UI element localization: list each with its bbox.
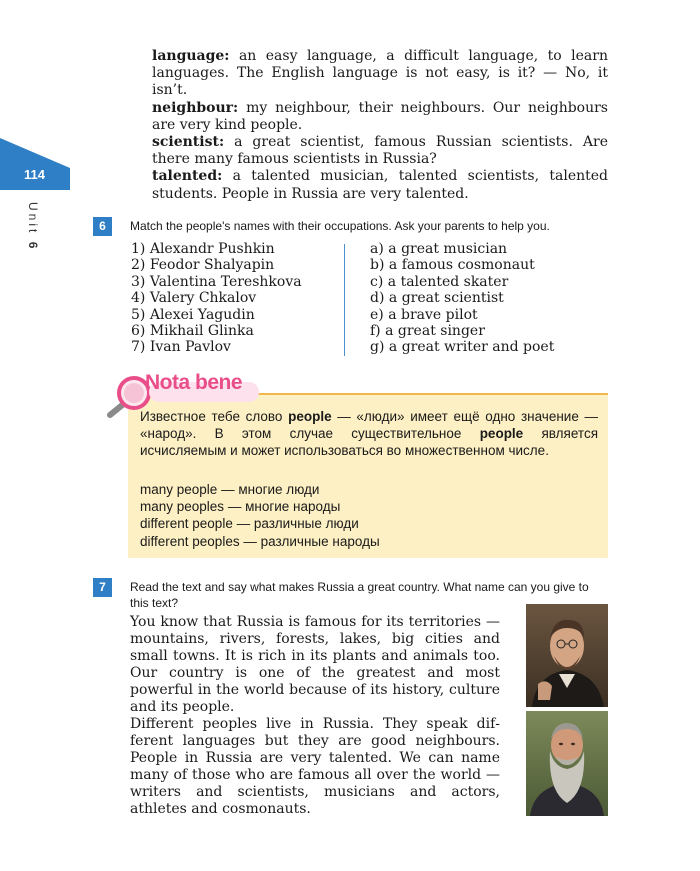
- vocab-entry: [152, 100, 608, 134]
- list-item: a) a great musician: [370, 241, 508, 257]
- exercise-7-instruction: Read the text and say what makes Russia a great country. What name can you give to this text?: [130, 580, 589, 610]
- list-item: c) a talented skater: [370, 273, 509, 290]
- exercise-6-badge: 6: [93, 217, 112, 236]
- list-item: e) a brave pilot: [370, 306, 478, 323]
- list-item: different people — различные люди: [140, 516, 359, 532]
- unit-label: [26, 202, 40, 251]
- vocab-text: a talented musician, talented scientists, talented students. People in Russia are very talented.: [152, 168, 608, 202]
- vocab-word: language:: [152, 48, 230, 64]
- list-item: many peoples — многие народы: [140, 499, 341, 515]
- list-item: d) a great scientist: [370, 290, 504, 307]
- list-item: 6) Mikhail Glinka: [131, 323, 254, 340]
- vocab-word: scientist:: [152, 134, 225, 151]
- vocab-word: neighbour:: [152, 99, 239, 116]
- list-item: 3) Valentina Tereshkova: [131, 273, 302, 290]
- exercise-6-instruction: Match the people's names with their occupations. Ask your parents to help you.: [130, 219, 550, 233]
- portrait-image: [526, 604, 608, 707]
- nota-bene-examples: [140, 481, 380, 550]
- list-item: 1) Alexandr Pushkin: [131, 241, 275, 257]
- vocab-entry: [152, 134, 608, 168]
- vocab-word: talented:: [152, 168, 223, 185]
- list-item: b) a famous cosmonaut: [370, 257, 535, 274]
- nota-bene-title: Nota bene: [145, 371, 243, 394]
- vocab-text: an easy language, a difficult language, to learn languages. The English language is not easy, is it? — No, it isn’t.: [152, 48, 608, 99]
- column-divider: [344, 244, 345, 356]
- exercise-7-badge: 7: [93, 578, 112, 597]
- list-item: many people — многие люди: [140, 482, 320, 497]
- unit-number: 6: [26, 241, 40, 252]
- vocab-entry: [152, 168, 608, 202]
- list-item: different peoples — различные народы: [140, 533, 380, 549]
- page-number: 114: [24, 167, 45, 182]
- page-number-banner: [0, 138, 70, 190]
- vocab-entry: [152, 48, 608, 100]
- unit-word: Unit: [26, 202, 40, 236]
- nota-bene-text: Известное тебе слово people — «люди» имеет ещё одно значение — «народ». В этом случае существительное people является исчисляемым и может использоваться во множественном числе.: [140, 409, 598, 459]
- reading-text: [130, 614, 500, 818]
- list-item: 7) Ivan Pavlov: [131, 339, 231, 356]
- occupations-list: [370, 241, 554, 356]
- list-item: g) a great writer and poet: [370, 339, 555, 356]
- vocab-text: a great scientist, famous Russian scientists. Are there many famous scientists in Russia?: [152, 134, 608, 168]
- vocabulary-list: [152, 48, 608, 203]
- names-list: [131, 241, 302, 356]
- list-item: 5) Alexei Yagudin: [131, 306, 255, 323]
- reading-paragraph: You know that Russia is famous for its territories — mountains, rivers, forests, lakes, big cities and small towns. It is rich in its plants and animals too. Our country is one of the greatest and most powerful in the world because of its history, culture and its people.: [130, 614, 500, 715]
- list-item: 2) Feodor Shalyapin: [131, 257, 275, 274]
- list-item: f) a great singer: [370, 323, 485, 340]
- portrait-image: [526, 711, 608, 816]
- reading-paragraph: Different peoples live in Russia. They speak different languages but they are good neighbours. People in Russia are very talented. We can name many of those who are famous all over the world — writers and scientists, musicians and actors, athletes and cosmonauts.: [130, 716, 500, 817]
- list-item: 4) Valery Chkalov: [131, 290, 257, 307]
- vocab-text: my neighbour, their neighbours. Our neighbours are very kind people.: [152, 99, 608, 133]
